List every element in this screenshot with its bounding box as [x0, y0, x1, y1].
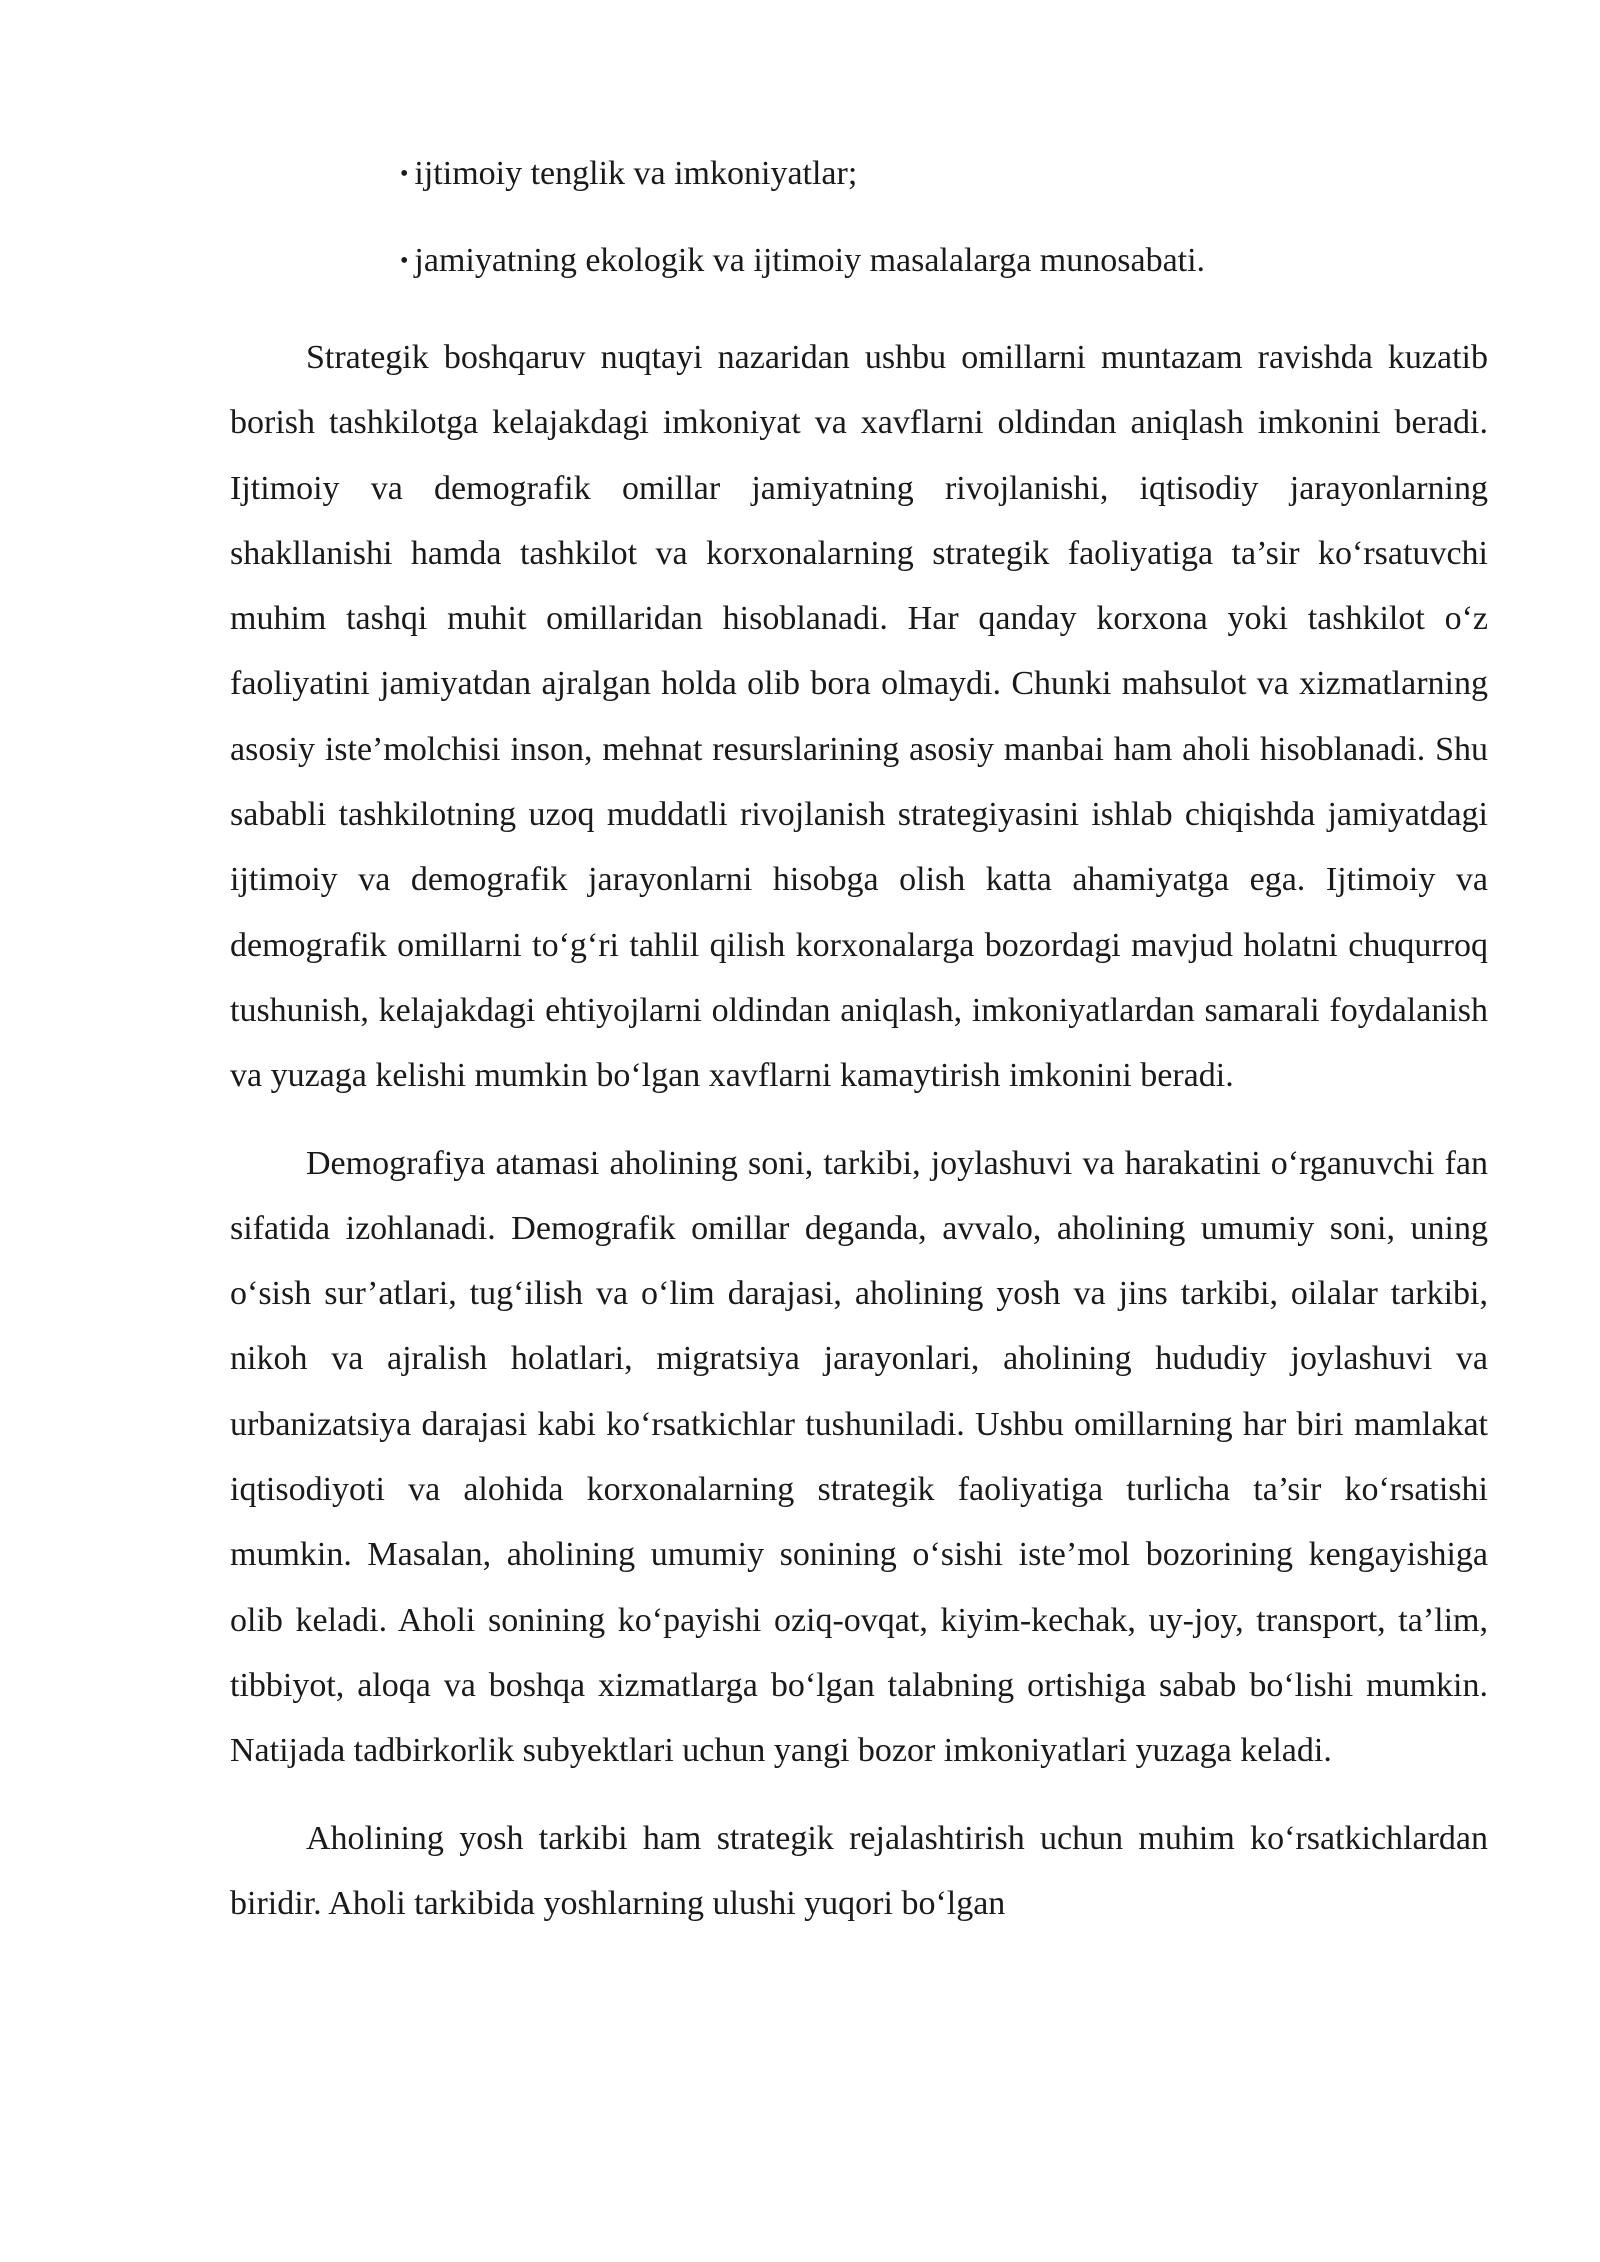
bullet-icon: • [400, 248, 409, 274]
paragraph-demography: Demografiya atamasi aholining soni, tarkibi, joylashuvi va harakatini o‘rganuvchi fan sifatida izohlanadi. Demografik omillar deganda, avvalo, aholining umumiy soni, uning o‘sish sur’atlari, tug‘ilish va o‘lim darajasi, aholining yosh va jins tarkibi, oilalar tarkibi, nikoh va ajralish holatlari, migratsiya jarayonlari, aholining hududiy joylashuvi va urbanizatsiya darajasi kabi ko‘rsatkichlar tushuniladi. Ushbu omillarning har biri mamlakat iqtisodiyoti va alohida korxonalarning strategik faoliyatiga turlicha ta’sir ko‘rsatishi mumkin. Masalan, aholining umumiy sonining o‘sishi iste’mol bozorining kengayishiga olib keladi. Aholi sonining ko‘payishi oziq-ovqat, kiyim-kechak, uy-joy, transport, ta’lim, tibbiyot, aloqa va boshqa xizmatlarga bo‘lgan talabning ortishiga sabab bo‘lishi mumkin. Natijada tadbirkorlik subyektlari uchun yangi bozor imkoniyatlari yuzaga keladi. [230, 1144, 1488, 1770]
paragraph-strategic-management: Strategik boshqaruv nuqtayi nazaridan ushbu omillarni muntazam ravishda kuzatib borish tashkilotga kelajakdagi imkoniyat va xavflarni oldindan aniqlash imkonini beradi. Ijtimoiy va demografik omillar jamiyatning rivojlanishi, iqtisodiy jarayonlarning shakllanishi hamda tashkilot va korxonalarning strategik faoliyatiga ta’sir ko‘rsatuvchi muhim tashqi muhit omillaridan hisoblanadi. Har qanday korxona yoki tashkilot o‘z faoliyatini jamiyatdan ajralgan holda olib bora olmaydi. Chunki mahsulot va xizmatlarning asosiy iste’molchisi inson, mehnat resurslarining asosiy manbai ham aholi hisoblanadi. Shu sababli tashkilotning uzoq muddatli rivojlanish strategiyasini ishlab chiqishda jamiyatdagi ijtimoiy va demografik jarayonlarni hisobga olish katta ahamiyatga ega. Ijtimoiy va demografik omillarni to‘g‘ri tahlil qilish korxonalarga bozordagi mavjud holatni chuqurroq tushunish, kelajakdagi ehtiyojlarni oldindan aniqlash, imkoniyatlardan samarali foydalanish va yuzaga kelishi mumkin bo‘lgan xavflarni kamaytirish imkonini beradi. [230, 339, 1488, 1095]
paragraph-age-structure: Aholining yosh tarkibi ham strategik rejalashtirish uchun muhim ko‘rsatkichlardan biridir. Aholi tarkibida yoshlarning ulushi yuqori bo‘lgan [230, 1819, 1488, 1922]
bullet-icon: • [400, 161, 409, 187]
bullet-text: jamiyatning ekologik va ijtimoiy masalalarga munosabati. [414, 242, 1206, 279]
bullet-text: ijtimoiy tenglik va imkoniyatlar; [414, 155, 858, 192]
bullet-list [400, 150, 1400, 324]
bullet-item [400, 237, 1400, 285]
body-text [230, 325, 1488, 1958]
bullet-item [400, 150, 1400, 198]
